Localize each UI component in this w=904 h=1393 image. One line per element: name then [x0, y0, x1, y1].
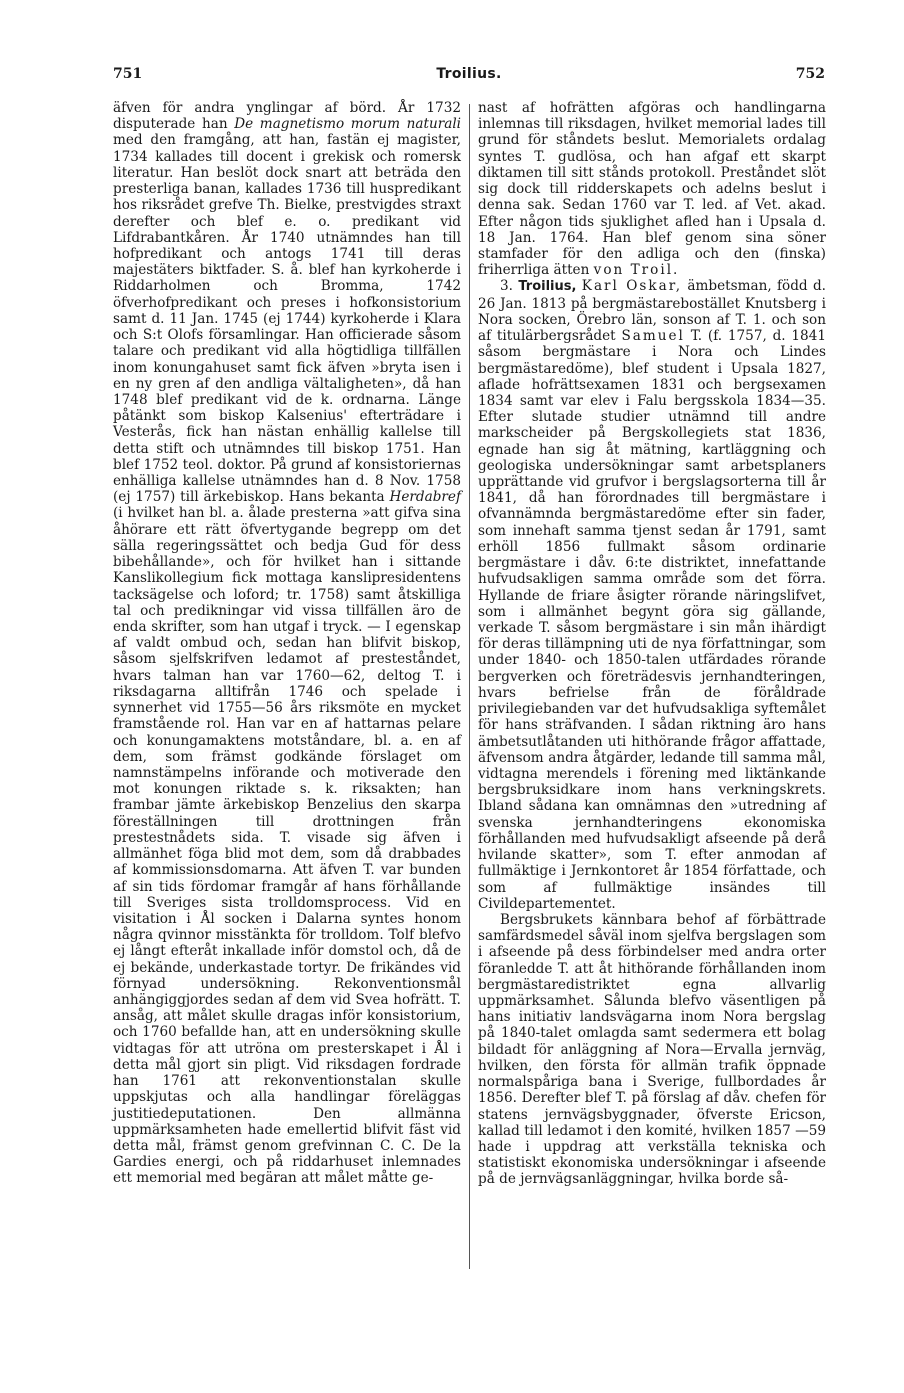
family-name: von Troil.	[593, 262, 680, 279]
page-number-right: 752	[795, 66, 825, 82]
right-paragraph	[478, 100, 826, 278]
text-run: T. (f. 1757, d. 1841 såsom bergmästare i Nora och Lindes bergmästaredöme), blef student i Upsala 1827, aflade hofrättsexamen 1831 och bergsexamen 1834 samt var elev i Falu bergsskola 1834—35. Efter slutade studier utnämnd till andre markscheider på Bergskollegiets stat 1836, egnade han sig åt mätning, kartläggning och geologiska undersökningar samt arbetsplaners upprättande vid grufvor i bergslagsorterna till år 1841, då han förordnades till bergmästare i ofvannämnda bergmästaredöme efter sin fader, som innehaft samma tjenst sedan år 1791, samt erhöll 1856 fullmakt såsom ordinarie bergmästare i dåv. 6:te distriktet, innefattande hufvudsakligen samma område som det förra. Hyllande de friare åsigter rörande näringslifvet, som i allmänhet begynt göra sig gällande, verkade T. såsom bergmästare i sin mån ihärdigt för deras tillämpning uti de nya författningar, som under 1840- och 1850-talen utfärdades rörande bergverken och företrädesvis jernhandteringen, hvars befrielse från de föråldrade privilegiebanden var det hufvudsakliga syftemålet för hans sträfvanden. I sådan riktning äro hans ämbetsutlåtanden uti hithörande frågor affattade, äfvensom andra åtgärder, ledande till samma mål, vidtagna merendels i förening med liktänkande bergsbruksidkare inom hans verkningskrets. Ibland sådana kan omnämnas den »utredning af svenska jernhandteringens ekonomiska förhållanden med hufvudsakligt afseende på derå hvilande skatter», som T. efter anmodan af fullmäktige i Jernkontoret år 1854 författade, och som af fullmäktige insändes till Civildepartementet.	[478, 328, 826, 912]
text-run: (i hvilket han bl. a. ålade presterna »att gifva sina åhörare ett rätt öfvertygande begrepp om det sälla regeringssättet och bedja Gud för dess bibehållande», och för hvilket han i sittande Kanslikollegium fick mottaga kanslipresidentens tacksägelse och loford; tr. 1758) samt åtskilliga tal och predikningar vid vissa tillfällen äro de enda skrifter, som han utgaf i tryck. — I egenskap af valdt ombud och, sedan han blifvit biskop, såsom sjelfskrifven ledamot af presteståndet, hvars talman han var 1760—62, deltog T. i riksdagarna alltifrån 1746 och spelade i synnerhet vid 1755—56 års riksmöte en mycket framstående rol. Han var en af hattarnas pelare och konungamaktens motståndare, bl. a. en af dem, som främst godkände förslaget om namnstämpelns införande och motiverade den mot konungen riktade s. k. riksakten; han frambar jämte ärkebiskop Benzelius den skarpa föreställningen till drottningen från prestestnådets sida. T. visade sig äfven i allmänhet föga blid mot dem, som då drabbades af kommissionsdomarna. Att äfven T. var bunden af sin tids fördomar framgår af hans förhållande till Sveriges sista trolldomsprocess. Vid en visitation i Ål socken i Dalarna syntes honom några qvinnor misstänkta för trolldom. Tolf blefvo ej långt efteråt inkallade inför domstol och, då de ej bekände, underkastade tortyr. De frikändes vid förnyad undersökning. Rekonventionsmål anhängiggjordes sedan af dem vid Svea hofrätt. T. ansåg, att målet skulle dragas inför konsistorium, och 1760 befallde han, att en undersökning skulle vidtagas för att utröna om presterskapet i Ål i detta mål gjort sin pligt. Vid riksdagen fordrade han 1761 att rekonventionstalan skulle uppskjutas och alla handlingar föreläggas justitiedeputationen. Den allmänna uppmärksamheten hade emellertid blifvit fäst vid detta mål, främst genom grefvinnan C. C. De la Gardies energi, och på riddarhuset inlemnades ett memorial med begäran att målet måtte ge-	[113, 505, 461, 1187]
column-divider	[469, 104, 470, 1269]
text-run: nast af hofrätten afgöras och handlingarna inlemnas till riksdagen, hvilket memorial lades till grund för ståndets beslut. Memorialets ordalag syntes T. gudlösa, och han afgaf ett skarpt diktamen till sitt stånds protokoll. Preståndet slöt sig dock till ridderskapets och adelns beslut i denna sak. Sedan 1760 var T. led. af Vet. akad. Efter någon tids sjuklighet afled han i Upsala d. 18 Jan. 1764. Han blef genom sina söner stamfader för den adliga och den (finska) friherrliga ätten	[478, 100, 826, 279]
work-title: Herdabref	[389, 489, 462, 506]
page-header	[113, 66, 825, 88]
work-title: De magnetismo morum naturali	[234, 116, 462, 133]
left-paragraph	[113, 100, 461, 1187]
given-names: Karl Oskar,	[581, 278, 683, 295]
running-head: Troilius.	[436, 66, 502, 82]
right-paragraph	[478, 912, 826, 1188]
page-number-left: 751	[113, 66, 143, 82]
entry-headword: Troilius,	[518, 279, 577, 295]
person-name: Samuel	[621, 328, 685, 345]
left-column	[113, 100, 461, 1187]
text-run: äfven för andra ynglingar af börd. År 1732 disputerade han	[113, 100, 461, 133]
right-column	[478, 100, 826, 1188]
entry-number: 3.	[500, 278, 513, 295]
text-run: ämbetsman, född d. 26 Jan. 1813 på bergmästarebostället Knutsberg i Nora socken, Örebro län, sonson af T. 1. och son af titulärbergsrådet	[478, 278, 826, 345]
text-run: med den framgång, att han, fastän ej magister, 1734 kallades till docent i grekisk och romersk literatur. Han beslöt dock snart att beträda den presterliga banan, kallades 1736 till huspredikant hos riksrådet grefve Th. Bielke, prestvigdes straxt derefter och blef e. o. predikant vid Lifdrabantkåren. År 1740 utnämndes han till hofpredikant och antogs 1741 till deras majestäters biktfader. S. å. blef han kyrkoherde i Riddarholmen och Bromma, 1742 öfverhofpredikant och preses i hofkonsistorium samt d. 11 Jan. 1745 (ej 1744) kyrkoherde i Klara och S:t Olofs församlingar. Han officierade såsom talare och predikant vid alla högtidliga tillfällen inom konungahuset samt fick äfven »bryta isen i en ny gren af den andliga vältaligheten», då han 1748 blef predikant vid de k. ordnarna. Länge påtänkt som biskop Kalsenius' efterträdare i Vesterås, fick han nästan enhällig kallelse till detta stift och utnämndes till biskop 1751. Han blef 1752 teol. doktor. På grund af konsistoriernas enhälliga kallelse utnämndes han d. 8 Nov. 1758 (ej 1757) till ärkebiskop. Hans bekanta	[113, 132, 461, 506]
text-run: Bergsbrukets kännbara behof af förbättrade samfärdsmedel såväl inom sjelfva bergslagen som i afseende på dess förbindelser med andra orter föranledde T. att åt hithörande förhållanden inom bergmästaredistriktet egna allvarlig uppmärksamhet. Sålunda blefvo väsentligen på hans initiativ landsvägarna inom Nora bergslag på 1840-talet omlagda samt sedermera ett bolag bildadt för anläggning af Nora—Ervalla jernväg, hvilken, den första för allmän trafik öppnade normalspåriga bana i Sverige, fullbordades år 1856. Derefter blef T. på förslag af dåv. chefen för statens jernvägsbyggnader, öfverste Ericson, kallad till ledamot i den komité, hvilken 1857 —59 hade i uppdrag att verkställa tekniska och statistiskt ekonomiska undersökningar i afseende på de jernvägsanläggningar, hvilka borde så-	[478, 911, 826, 1188]
entry-paragraph	[478, 278, 826, 912]
